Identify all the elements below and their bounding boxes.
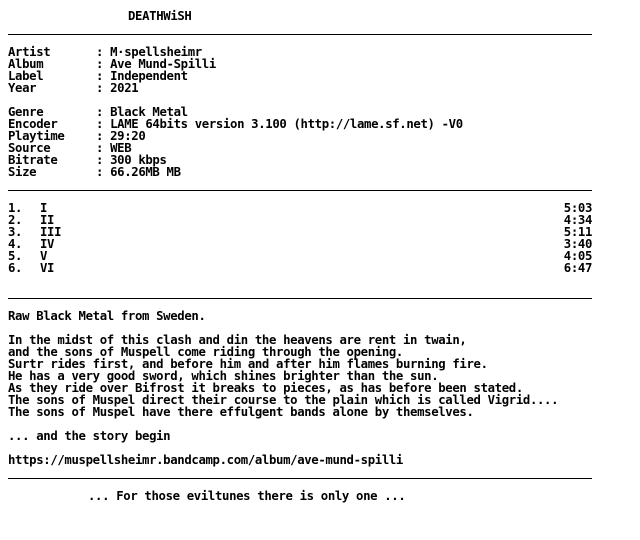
track-number: 2. [8, 213, 23, 227]
tracklist [8, 202, 640, 274]
verse-line: The sons of Muspel direct their course to the plain which is called Vigrid.... [8, 393, 559, 407]
verse-line: As they ride over Bifrost it breaks to pieces, as has before been stated. [8, 381, 523, 395]
track-duration: 5:11 [563, 225, 592, 239]
description-verses [8, 334, 640, 418]
info-value: LAME 64bits version 3.100 (http://lame.sf.net) -V0 [110, 117, 463, 131]
info-row [8, 82, 640, 94]
info-value: Ave Mund-Spilli [110, 57, 216, 71]
info-separator: : [96, 105, 111, 119]
divider [8, 190, 640, 202]
track-duration: 4:05 [563, 249, 592, 263]
spacer [8, 466, 640, 478]
divider [8, 478, 640, 490]
track-row [8, 226, 592, 238]
track-title: I [40, 201, 48, 215]
info-value: 300 kbps [110, 153, 167, 167]
info-block-release [8, 46, 640, 94]
divider [8, 298, 640, 310]
track-title: IV [40, 237, 55, 251]
verse-line: He has a very good sword, which shines brighter than the sun. [8, 369, 439, 383]
story-line: ... and the story begin [8, 429, 171, 443]
track-number: 5. [8, 249, 23, 263]
track-duration: 4:34 [563, 213, 592, 227]
verse-line: and the sons of Muspell come riding through the opening. [8, 345, 403, 359]
info-separator: : [96, 81, 111, 95]
track-number: 6. [8, 261, 23, 275]
info-value: 29:20 [110, 129, 146, 143]
release-title: DEATHWiSH [128, 9, 192, 23]
track-number: 1. [8, 201, 23, 215]
divider [8, 34, 640, 46]
info-separator: : [96, 69, 111, 83]
verse-line: Surtr rides first, and before him and after him flames burning fire. [8, 357, 488, 371]
track-row [8, 214, 592, 226]
info-key: Artist [8, 45, 51, 59]
info-key: Year [8, 81, 37, 95]
info-value: Black Metal [110, 105, 188, 119]
info-separator: : [96, 141, 111, 155]
info-value: 2021 [110, 81, 139, 95]
track-row [8, 250, 592, 262]
verse-line: The sons of Muspel have there effulgent bands alone by themselves. [8, 405, 474, 419]
track-row [8, 238, 592, 250]
info-key: Genre [8, 105, 44, 119]
track-row [8, 202, 592, 214]
track-row [8, 262, 592, 274]
info-key: Album [8, 57, 44, 71]
track-title: III [40, 225, 62, 239]
info-separator: : [96, 165, 111, 179]
track-number: 4. [8, 237, 23, 251]
info-block-technical [8, 106, 640, 178]
footer-tagline: ... For those eviltunes there is only one ... [88, 489, 406, 503]
bandcamp-url[interactable]: https://muspellsheimr.bandcamp.com/album/ave-mund-spilli [8, 453, 403, 467]
info-value: WEB [110, 141, 132, 155]
track-title: VI [40, 261, 55, 275]
track-duration: 6:47 [563, 261, 592, 275]
info-key: Label [8, 69, 44, 83]
spacer [8, 178, 640, 190]
description-intro: Raw Black Metal from Sweden. [8, 309, 206, 323]
track-duration: 3:40 [563, 237, 592, 251]
track-title: V [40, 249, 48, 263]
info-separator: : [96, 117, 111, 131]
info-value: Independent [110, 69, 188, 83]
info-separator: : [96, 129, 111, 143]
info-separator: : [96, 57, 111, 71]
info-separator: : [96, 45, 111, 59]
info-row [8, 166, 640, 178]
verse-line: In the midst of this clash and din the heavens are rent in twain, [8, 333, 467, 347]
info-separator: : [96, 153, 111, 167]
info-key: Size [8, 165, 37, 179]
info-key: Playtime [8, 129, 65, 143]
spacer [8, 22, 640, 34]
spacer [8, 274, 640, 286]
spacer [8, 286, 640, 298]
info-key: Bitrate [8, 153, 58, 167]
track-title: II [40, 213, 55, 227]
info-value: 66.26MB MB [110, 165, 181, 179]
nfo-document [8, 10, 640, 502]
track-number: 3. [8, 225, 23, 239]
info-key: Encoder [8, 117, 58, 131]
info-value: M·spellsheimr [110, 45, 202, 59]
info-key: Source [8, 141, 51, 155]
track-duration: 5:03 [563, 201, 592, 215]
